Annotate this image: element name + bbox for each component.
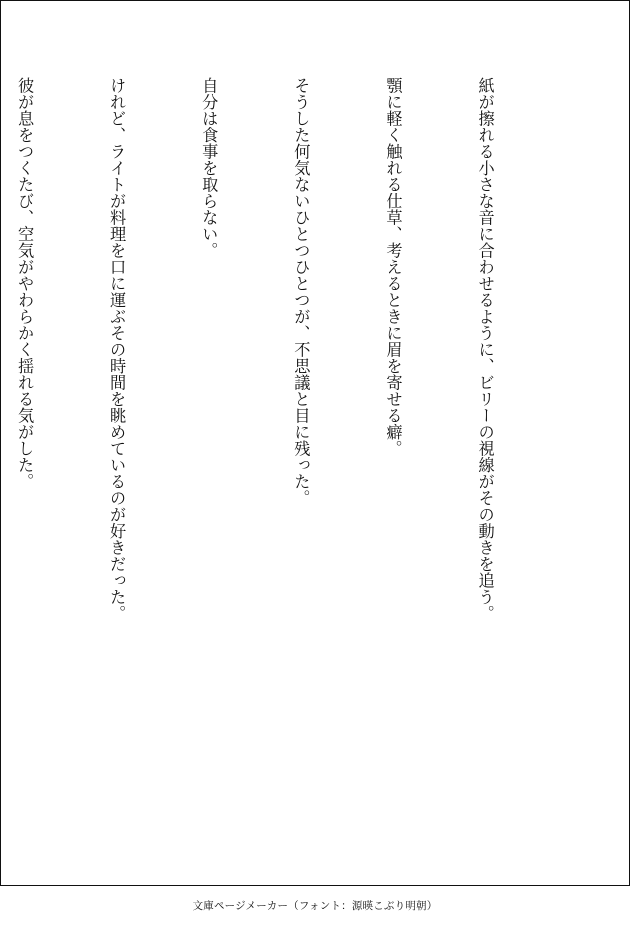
text-line: 顎に軽く触れる仕草、考えるときに眉を寄せる癖。 <box>383 77 403 457</box>
vertical-text-body <box>0 77 561 677</box>
text-line: 自分は食事を取らない。 <box>199 77 219 259</box>
footer-credit: 文庫ページメーカー（フォント：源暎こぶり明朝） <box>192 900 438 912</box>
text-line: 紙が擦れる小さな音に合わせるように、ビリーの視線がその動きを追う。 <box>475 77 495 622</box>
text-line: けれど、ライトが料理を口に運ぶその時間を眺めているのが好きだった。 <box>107 77 127 622</box>
text-line: 彼が息をつくたび、空気がやわらかく揺れる気がした。 <box>15 77 35 490</box>
text-line: そうした何気ないひとつひとつが、不思議と目に残った。 <box>291 77 311 506</box>
